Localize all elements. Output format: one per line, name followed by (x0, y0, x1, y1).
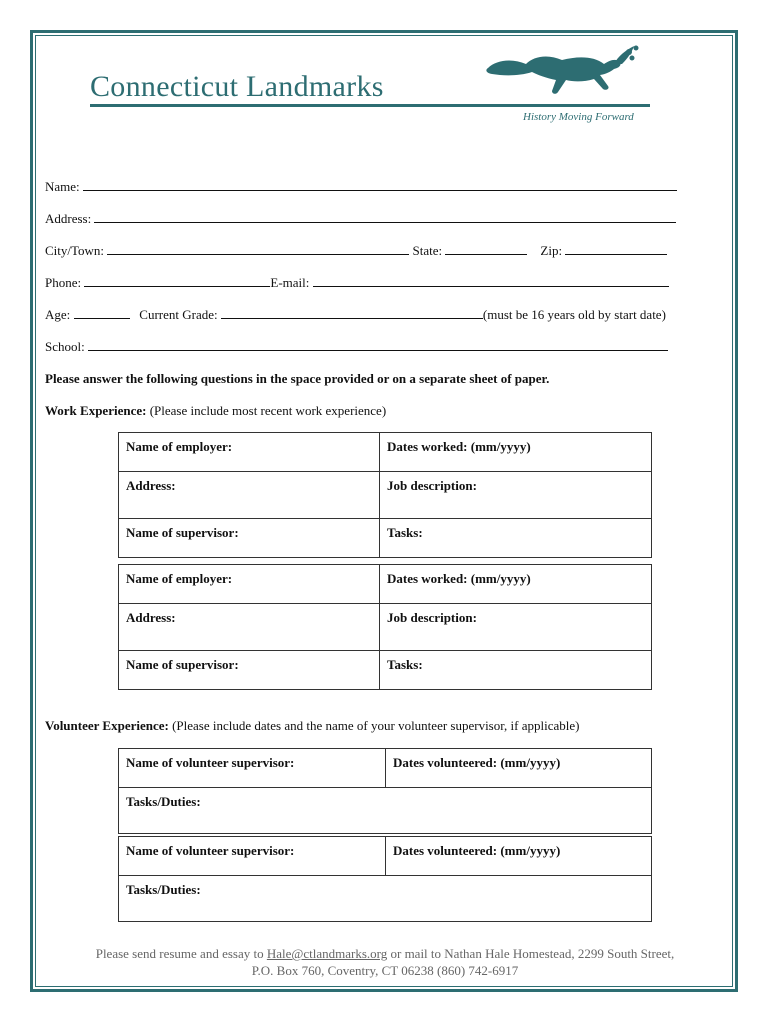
volunteer-supervisor-cell[interactable]: Name of volunteer supervisor: (119, 837, 386, 875)
state-field[interactable] (445, 242, 527, 255)
name-field[interactable] (83, 178, 677, 191)
tagline: History Moving Forward (523, 111, 634, 123)
work-experience-heading (45, 403, 386, 419)
employer-cell[interactable]: Name of employer: (119, 433, 380, 471)
work-table-1 (118, 432, 652, 558)
phone-email-line (45, 274, 669, 291)
zip-label: Zip: (540, 243, 563, 258)
city-field[interactable] (107, 242, 409, 255)
volunteer-tasks-cell[interactable]: Tasks/Duties: (126, 794, 201, 809)
grade-field[interactable] (221, 306, 483, 319)
school-line (45, 338, 668, 355)
org-logo-text: Connecticut Landmarks (90, 70, 384, 103)
logo-rule (90, 104, 650, 107)
city-label: City/Town: (45, 243, 105, 258)
volunteer-experience-heading (45, 718, 580, 734)
footer-line-1 (0, 946, 770, 962)
table-row (119, 749, 651, 788)
work-heading-note: (Please include most recent work experience) (149, 403, 387, 418)
tasks-cell[interactable]: Tasks: (387, 657, 423, 672)
instructions: Please answer the following questions in the space provided or on a separate sheet of paper. (45, 371, 550, 386)
table-row (119, 651, 651, 689)
table-row (119, 604, 651, 651)
school-field[interactable] (88, 338, 668, 351)
contact-email-link[interactable]: Hale@ctlandmarks.org (266, 946, 388, 961)
job-description-cell[interactable]: Job description: (387, 478, 477, 493)
table-row (119, 788, 651, 833)
volunteer-table-2 (118, 836, 652, 922)
name-label: Name: (45, 179, 80, 194)
dates-volunteered-cell[interactable]: Dates volunteered: (mm/yyyy) (393, 843, 561, 858)
table-row (119, 472, 651, 519)
fox-logo-icon (486, 42, 644, 104)
city-state-zip-line (45, 242, 667, 259)
address-label: Address: (45, 211, 92, 226)
age-requirement-note: (must be 16 years old by start date) (482, 307, 666, 322)
table-row (119, 876, 651, 921)
employer-cell[interactable]: Name of employer: (119, 565, 380, 603)
table-row (119, 433, 651, 472)
footer-line-2: P.O. Box 760, Coventry, CT 06238 (860) 742-6917 (251, 963, 519, 978)
employer-address-cell[interactable]: Address: (119, 472, 380, 518)
tasks-cell[interactable]: Tasks: (387, 525, 423, 540)
email-field[interactable] (313, 274, 669, 287)
supervisor-cell[interactable]: Name of supervisor: (119, 651, 380, 689)
phone-field[interactable] (84, 274, 270, 287)
table-row (119, 837, 651, 876)
table-row (119, 565, 651, 604)
dates-worked-cell[interactable]: Dates worked: (mm/yyyy) (387, 439, 531, 454)
footer-prefix: Please send resume and essay to (95, 946, 264, 961)
dates-worked-cell[interactable]: Dates worked: (mm/yyyy) (387, 571, 531, 586)
school-label: School: (45, 339, 85, 354)
volunteer-tasks-cell[interactable]: Tasks/Duties: (126, 882, 201, 897)
grade-label: Current Grade: (139, 307, 218, 322)
age-field[interactable] (74, 306, 130, 319)
volunteer-heading-note: (Please include dates and the name of your volunteer supervisor, if applicable) (172, 718, 580, 733)
address-field[interactable] (94, 210, 676, 223)
email-label: E-mail: (270, 275, 310, 290)
employer-address-cell[interactable]: Address: (119, 604, 380, 650)
name-line (45, 178, 677, 195)
footer-suffix: or mail to Nathan Hale Homestead, 2299 South Street, (390, 946, 675, 961)
age-label: Age: (45, 307, 71, 322)
work-table-2 (118, 564, 652, 690)
state-label: State: (412, 243, 443, 258)
work-heading-label: Work Experience: (45, 403, 147, 418)
volunteer-supervisor-cell[interactable]: Name of volunteer supervisor: (119, 749, 386, 787)
age-grade-line (45, 306, 666, 323)
table-row (119, 519, 651, 557)
dates-volunteered-cell[interactable]: Dates volunteered: (mm/yyyy) (393, 755, 561, 770)
volunteer-table-1 (118, 748, 652, 834)
volunteer-heading-label: Volunteer Experience: (45, 718, 169, 733)
zip-field[interactable] (565, 242, 667, 255)
supervisor-cell[interactable]: Name of supervisor: (119, 519, 380, 557)
address-line (45, 210, 676, 227)
job-description-cell[interactable]: Job description: (387, 610, 477, 625)
phone-label: Phone: (45, 275, 82, 290)
